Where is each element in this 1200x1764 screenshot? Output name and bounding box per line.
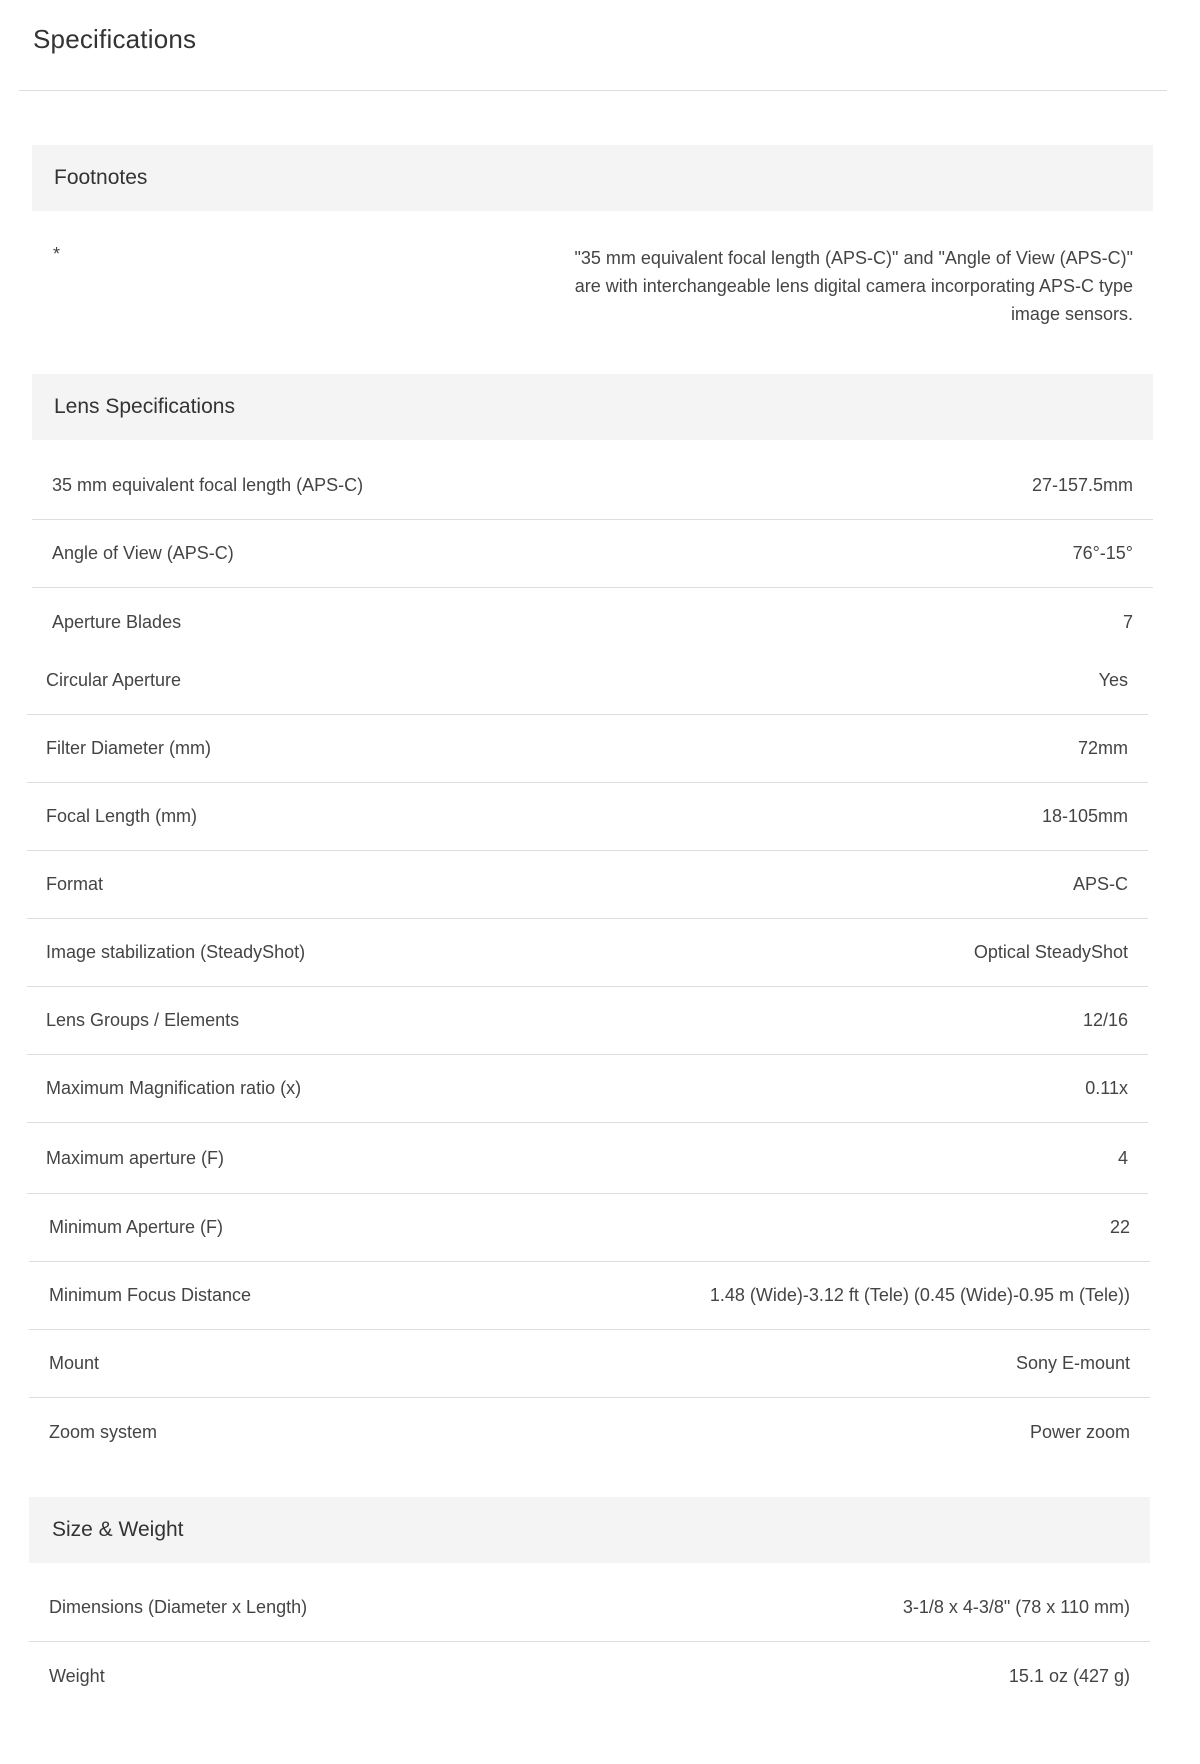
spec-label: Zoom system xyxy=(49,1421,158,1442)
spec-row xyxy=(29,1330,1150,1398)
spec-label: Aperture Blades xyxy=(52,611,182,632)
spec-label: Image stabilization (SteadyShot) xyxy=(46,942,306,962)
footnote-text: "35 mm equivalent focal length (APS-C)" and "Angle of View (APS-C)" are with interchangeable lens digital camera incorporating APS-C type image sensors. xyxy=(574,248,1133,324)
spec-label: Minimum Aperture (F) xyxy=(49,1217,224,1237)
spec-row xyxy=(27,919,1148,987)
spec-row xyxy=(27,1055,1148,1123)
spec-label: 35 mm equivalent focal length (APS-C) xyxy=(52,475,364,495)
spec-row xyxy=(29,1398,1150,1466)
footnote-marker: * xyxy=(53,244,61,264)
spec-value: Sony E-mount xyxy=(1015,1353,1130,1373)
spec-value: 18-105mm xyxy=(1041,806,1128,826)
section-header-size-weight: Size & Weight xyxy=(29,1497,1150,1563)
spec-value: 1.48 (Wide)-3.12 ft (Tele) (0.45 (Wide)-0.95 m (Tele)) xyxy=(709,1285,1130,1305)
spec-value: 0.11x xyxy=(1085,1078,1128,1098)
spec-value: Yes xyxy=(1098,670,1128,690)
spec-value: Power zoom xyxy=(1029,1421,1130,1442)
spec-value: 12/16 xyxy=(1082,1010,1128,1030)
spec-value: 72mm xyxy=(1077,738,1128,758)
spec-row xyxy=(29,1642,1150,1710)
section-header-lens-specifications: Lens Specifications xyxy=(32,374,1153,440)
spec-value: Optical SteadyShot xyxy=(973,942,1128,962)
spec-row xyxy=(32,588,1153,656)
title-divider xyxy=(19,90,1167,91)
spec-value: 7 xyxy=(1122,611,1133,632)
spec-label: Mount xyxy=(49,1353,100,1373)
spec-row xyxy=(32,452,1153,520)
spec-label: Angle of View (APS-C) xyxy=(52,543,234,563)
spec-value: 3-1/8 x 4-3/8" (78 x 110 mm) xyxy=(902,1597,1130,1617)
spec-label: Maximum aperture (F) xyxy=(46,1147,225,1168)
spec-label: Minimum Focus Distance xyxy=(49,1285,252,1305)
section-header-footnotes: Footnotes xyxy=(32,145,1153,211)
spec-row xyxy=(29,1194,1150,1262)
footnote-row xyxy=(32,238,1153,338)
spec-value: 22 xyxy=(1109,1217,1130,1237)
spec-row xyxy=(27,647,1148,715)
spec-value: 15.1 oz (427 g) xyxy=(1008,1665,1130,1686)
spec-row xyxy=(27,715,1148,783)
spec-row xyxy=(32,520,1153,588)
spec-value: 27-157.5mm xyxy=(1031,475,1133,495)
spec-row xyxy=(27,783,1148,851)
spec-value: APS-C xyxy=(1072,874,1128,894)
spec-label: Circular Aperture xyxy=(46,670,182,690)
spec-row xyxy=(27,851,1148,919)
spec-label: Focal Length (mm) xyxy=(46,806,198,826)
spec-row xyxy=(27,987,1148,1055)
spec-value: 76°-15° xyxy=(1072,543,1133,563)
spec-label: Format xyxy=(46,874,104,894)
spec-label: Maximum Magnification ratio (x) xyxy=(46,1078,302,1098)
spec-value: 4 xyxy=(1117,1147,1128,1168)
spec-label: Weight xyxy=(49,1665,105,1686)
spec-label: Dimensions (Diameter x Length) xyxy=(49,1597,308,1617)
spec-label: Lens Groups / Elements xyxy=(46,1010,240,1030)
spec-row xyxy=(29,1574,1150,1642)
spec-row xyxy=(29,1262,1150,1330)
spec-row xyxy=(27,1123,1148,1194)
page-title: Specifications xyxy=(33,24,197,54)
spec-label: Filter Diameter (mm) xyxy=(46,738,211,758)
